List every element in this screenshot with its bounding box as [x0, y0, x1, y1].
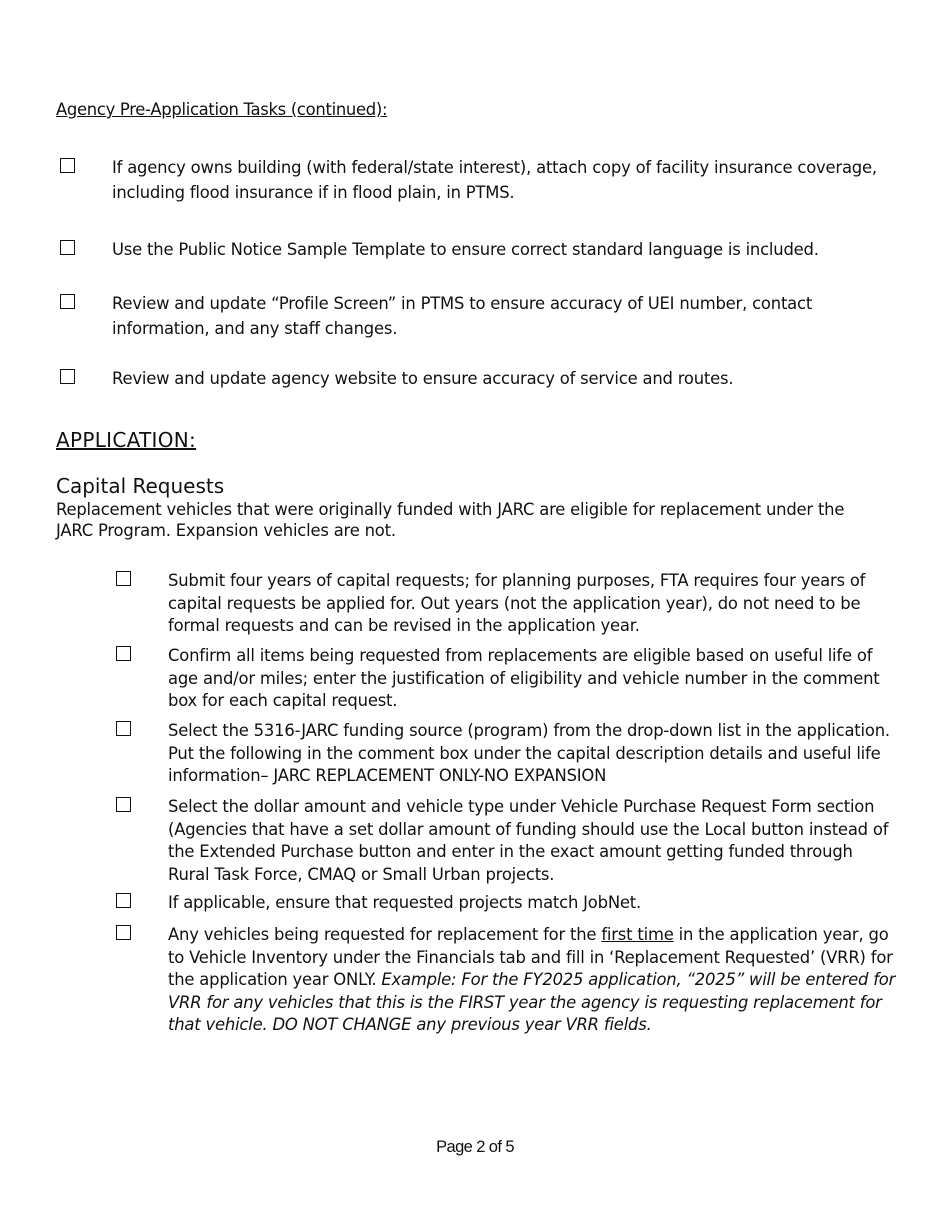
capital-checkbox-6[interactable]: [116, 925, 131, 940]
application-heading: APPLICATION:: [56, 428, 197, 452]
capital-item-6: [168, 924, 898, 1037]
capital-item-2: Confirm all items being requested from replacements are eligible based on useful life of age and/or miles; enter the justification of eligibility and vehicle number in the comment box for each capital request.: [168, 646, 880, 710]
capital-requests-heading: Capital Requests: [56, 474, 225, 498]
task-text-3: Review and update “Profile Screen” in PTMS to ensure accuracy of UEI number, contact information, and any staff changes.: [112, 294, 813, 338]
task-checkbox-1[interactable]: [60, 158, 75, 173]
capital-checkbox-3[interactable]: [116, 721, 131, 736]
capital-checkbox-5[interactable]: [116, 893, 131, 908]
task-checkbox-3[interactable]: [60, 294, 75, 309]
capital-item-4: Select the dollar amount and vehicle type under Vehicle Purchase Request Form section (Agencies that have a set dollar amount of funding should use the Local button instead of the Extended Purchase button and enter in the exact amount getting funded through Rural Task Force, CMAQ or Small Urban projects.: [168, 797, 889, 884]
capital-item-6-lead: Any vehicles being requested for replacement for the: [168, 925, 602, 944]
pre-application-heading: Agency Pre-Application Tasks (continued):: [56, 100, 388, 119]
task-text-1: If agency owns building (with federal/state interest), attach copy of facility insurance coverage, including flood insurance if in flood plain, in PTMS.: [112, 158, 877, 202]
capital-checkbox-1[interactable]: [116, 571, 131, 586]
task-checkbox-4[interactable]: [60, 369, 75, 384]
first-time-emphasis: first time: [601, 925, 674, 944]
task-text-4: Review and update agency website to ensure accuracy of service and routes.: [112, 369, 734, 388]
vrr-example-note: Example: For the FY2025 application, “2025” will be entered for VRR for any vehicles that this is the FIRST year the agency is requesting replacement for that vehicle. DO NOT CHANGE any previous year VRR fields.: [168, 970, 896, 1034]
capital-checkbox-4[interactable]: [116, 797, 131, 812]
capital-item-1: Submit four years of capital requests; for planning purposes, FTA requires four years of capital requests be applied for. Out years (not the application year), do not need to be formal requests and can be revised in the application year.: [168, 571, 866, 635]
capital-requests-intro: Replacement vehicles that were originally funded with JARC are eligible for replacement under the JARC Program. Expansion vehicles are not.: [56, 500, 845, 540]
capital-item-3: Select the 5316-JARC funding source (program) from the drop-down list in the application. Put the following in the comment box under the capital description details and useful life information– JARC REPLACEMENT ONLY-NO EXPANSION: [168, 721, 890, 785]
capital-item-5: If applicable, ensure that requested projects match JobNet.: [168, 893, 641, 912]
page-number: Page 2 of 5: [436, 1138, 514, 1156]
capital-checkbox-2[interactable]: [116, 646, 131, 661]
task-text-2: Use the Public Notice Sample Template to ensure correct standard language is included.: [112, 240, 819, 259]
task-checkbox-2[interactable]: [60, 240, 75, 255]
capital-item-6-body: in the application year, go to Vehicle Inventory under the Financials tab and fill in ‘Replacement Requested’ (VRR) for the application year ONLY.: [168, 925, 893, 989]
